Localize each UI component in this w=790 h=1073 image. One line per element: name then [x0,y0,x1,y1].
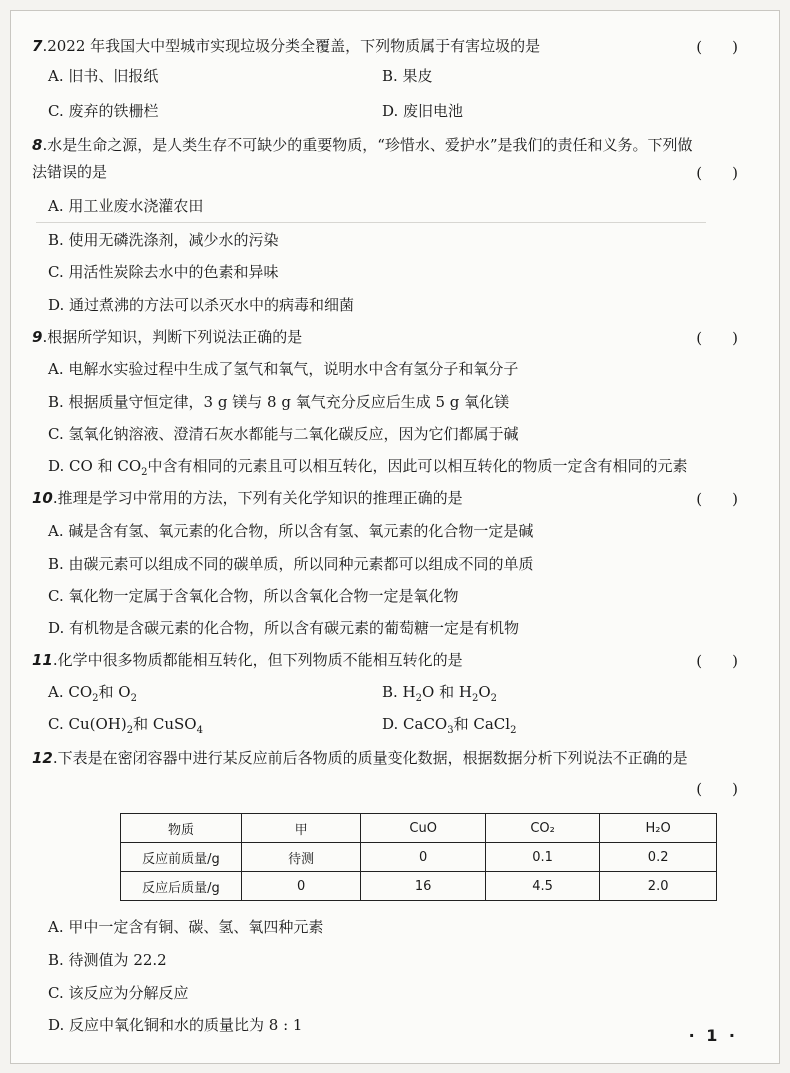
answer-bracket: ( ) [696,780,738,798]
option-d: D. 废旧电池 [382,102,464,120]
answer-bracket: ( ) [696,329,738,347]
option-a: A. 甲中一定含有铜、碳、氢、氧四种元素 [48,918,324,936]
question-text: .化学中很多物质都能相互转化，但下列物质不能相互转化的是 [52,651,463,669]
question-10-stem [32,488,463,508]
option-d [382,714,516,741]
option-text: C. Cu(OH) [48,715,127,733]
option-b: B. 由碳元素可以组成不同的碳单质，所以同种元素都可以组成不同的单质 [48,555,534,573]
table-header-cell: 物质 [121,814,242,843]
table-header-cell: CuO [361,814,486,843]
table-header-row [121,814,717,843]
page-number: · 1 · [688,1026,738,1045]
option-b [382,682,497,709]
question-text: .推理是学习中常用的方法，下列有关化学知识的推理正确的是 [52,489,463,507]
answer-bracket: ( ) [696,652,738,670]
option-d: D. 通过煮沸的方法可以杀灭水中的病毒和细菌 [48,296,355,314]
question-11-stem [32,650,463,670]
subscript: 2 [471,693,479,704]
subscript: 3 [447,725,454,736]
table-header-cell: H₂O [600,814,717,843]
subscript: 2 [490,693,497,704]
option-d: D. 反应中氧化铜和水的质量比为 8 : 1 [48,1016,303,1034]
table-row [121,872,717,901]
option-text: 中含有相同的元素且可以相互转化，因此可以相互转化的物质一定含有相同的元素 [147,457,688,475]
question-7-stem [32,36,540,56]
option-b: B. 果皮 [382,67,433,85]
table-cell: 反应前质量/g [121,843,242,872]
mass-change-table [120,813,717,901]
question-text: .2022 年我国大中型城市实现垃圾分类全覆盖，下列物质属于有害垃圾的是 [42,37,541,55]
table-row [121,843,717,872]
question-8-stem-line2: 法错误的是 [32,163,108,181]
subscript: 2 [415,693,423,704]
option-text: 和 CaCl [453,715,511,733]
option-d [48,456,688,483]
option-text: 和 O [98,683,131,701]
table-cell: 0.2 [600,843,717,872]
table-cell: 反应后质量/g [121,872,242,901]
table-cell: 4.5 [485,872,599,901]
answer-bracket: ( ) [696,38,738,56]
option-text: 和 CuSO [133,715,197,733]
option-c: C. 废弃的铁栅栏 [48,102,159,120]
question-number: 12 [32,749,53,767]
subscript: 4 [196,725,203,736]
table-cell: 16 [361,872,486,901]
table-cell: 待测 [242,843,361,872]
question-number: 7 [32,37,43,55]
option-a: A. 旧书、旧报纸 [48,67,159,85]
question-number: 8 [32,136,43,154]
option-a: A. 用工业废水浇灌农田 [48,197,204,215]
question-text: .水是生命之源，是人类生存不可缺少的重要物质，“珍惜水、爱护水”是我们的责任和义务。下列做 [42,136,693,154]
option-text: B. H [382,683,416,701]
option-b: B. 待测值为 22.2 [48,951,167,969]
question-12-stem [32,748,688,768]
question-9-stem [32,327,302,347]
option-a [48,682,137,709]
question-number: 9 [32,328,43,346]
question-8-stem [32,135,693,155]
answer-bracket: ( ) [696,164,738,182]
table-cell: 0.1 [485,843,599,872]
option-c: C. 该反应为分解反应 [48,984,189,1002]
subscript: 2 [141,467,148,478]
option-text: A. CO [48,683,93,701]
option-b: B. 使用无磷洗涤剂，减少水的污染 [48,231,279,249]
option-text: D. CO 和 CO [48,457,142,475]
option-a: A. 碱是含有氢、氧元素的化合物，所以含有氢、氧元素的化合物一定是碱 [48,522,534,540]
subscript: 2 [510,725,517,736]
question-number: 10 [32,489,53,507]
subscript: 2 [92,693,99,704]
option-text: D. CaCO [382,715,448,733]
option-d: D. 有机物是含碳元素的化合物，所以含有碳元素的葡萄糖一定是有机物 [48,619,520,637]
subscript: 2 [130,693,137,704]
answer-bracket: ( ) [696,490,738,508]
option-c [48,714,203,741]
option-text: O [478,683,491,701]
subscript: 2 [126,725,134,736]
option-c: C. 氢氧化钠溶液、澄清石灰水都能与二氧化碳反应，因为它们都属于碱 [48,425,519,443]
table-cell: 2.0 [600,872,717,901]
option-text: O 和 H [422,683,472,701]
table-cell: 0 [242,872,361,901]
table-header-cell: 甲 [242,814,361,843]
question-text: .下表是在密闭容器中进行某反应前后各物质的质量变化数据，根据数据分析下列说法不正确的是 [52,749,688,767]
table-cell: 0 [361,843,486,872]
option-a: A. 电解水实验过程中生成了氢气和氧气，说明水中含有氢分子和氧分子 [48,360,519,378]
option-b: B. 根据质量守恒定律，3 g 镁与 8 g 氧气充分反应后生成 5 g 氧化镁 [48,393,510,411]
question-number: 11 [32,651,53,669]
option-c: C. 氧化物一定属于含氧化合物，所以含氧化合物一定是氧化物 [48,587,459,605]
table-header-cell: CO₂ [485,814,599,843]
option-c: C. 用活性炭除去水中的色素和异味 [48,263,279,281]
question-text: .根据所学知识，判断下列说法正确的是 [42,328,303,346]
